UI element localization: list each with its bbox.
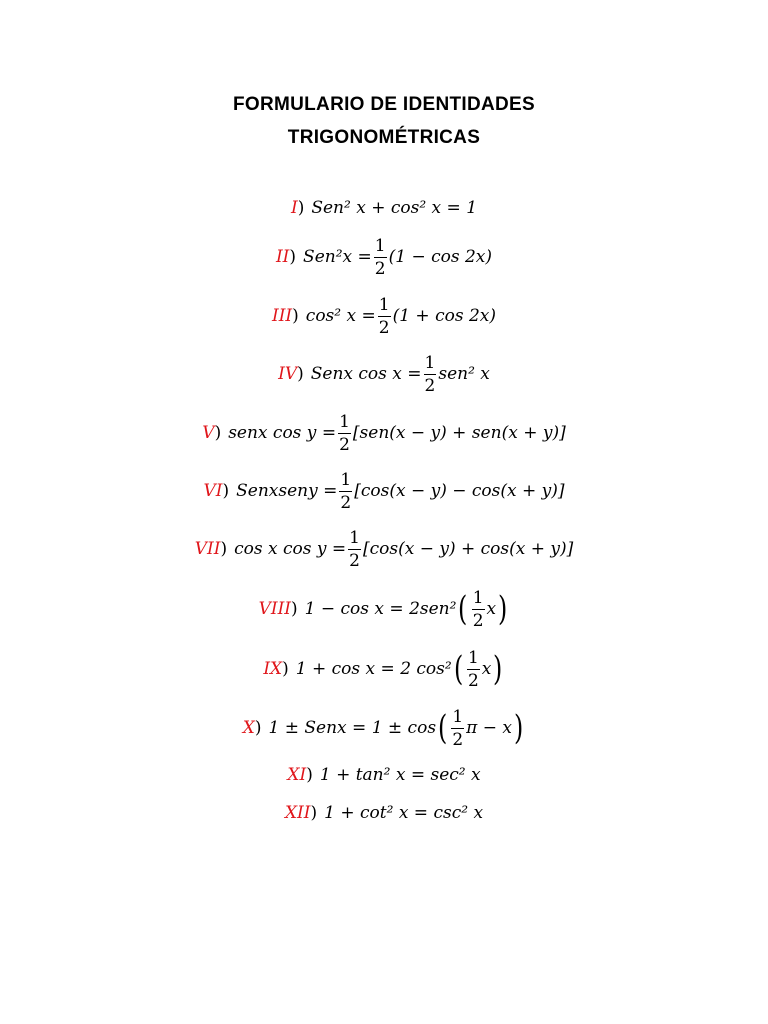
fraction-numerator: 1 [467,647,479,668]
identity-numeral-text: I [290,198,298,218]
fraction [451,706,464,751]
identity-numeral [276,247,296,267]
identity-lhs: Sen²x = [303,247,372,267]
close-paren: ) [513,708,524,748]
identity-numeral-text: XI [287,765,307,785]
identity-formula: Sen² x + cos² x = 1 [311,198,478,218]
fraction-numerator: 1 [349,527,360,548]
title-line-1: FORMULARIO DE IDENTIDADES [233,94,535,115]
title-line-2: TRIGONOMÉTRICAS [287,127,481,148]
fraction-denominator: 2 [424,375,436,396]
identity-row [0,228,768,286]
fraction-denominator: 2 [339,434,350,455]
identity-row [0,404,768,462]
identity-numeral [243,718,262,738]
identity-rhs: π − x [466,718,512,738]
open-paren: ( [453,649,463,689]
identity-rhs: sen² x [438,364,490,384]
fraction [374,235,387,280]
fraction [338,411,351,456]
identity-lhs: senx cos y = [228,423,337,443]
identity-row [0,345,768,403]
identity-numeral-text: V [202,423,215,443]
identity-numeral [263,659,288,679]
identity-numeral-paren: ) [289,247,297,267]
fraction-denominator: 2 [374,258,386,279]
identity-lhs: 1 − cos x = 2sen² [304,599,457,619]
identity-rhs: [sen(x − y) + sen(x + y)] [352,423,566,443]
identity-rhs: x [481,659,492,679]
fraction-denominator: 2 [349,550,360,571]
identity-numeral [287,765,312,785]
identity-numeral-paren: ) [220,539,228,559]
identity-rhs: (1 + cos 2x) [392,306,496,326]
identity-lhs: cos x cos y = [234,539,347,559]
identity-numeral-text: III [272,306,293,326]
identity-formula: 1 + tan² x = sec² x [319,765,481,785]
fraction-denominator: 2 [467,670,479,691]
fraction-denominator: 2 [472,610,484,631]
fraction [348,527,361,572]
identity-numeral [259,599,298,619]
fraction-numerator: 1 [378,294,390,315]
close-paren: ) [498,589,508,629]
fraction [472,587,485,632]
identity-numeral [272,306,299,326]
identity-numeral-paren: ) [254,718,262,738]
fraction-denominator: 2 [378,317,390,338]
fraction [467,647,480,692]
identity-numeral-paren: ) [297,364,304,384]
identity-row [0,640,768,698]
identity-numeral-paren: ) [297,198,305,218]
identity-numeral-paren: ) [306,765,313,785]
identity-numeral-text: IV [278,364,298,384]
identity-rhs: [cos(x − y) − cos(x + y)] [354,481,565,501]
identity-numeral-paren: ) [310,803,318,823]
open-paren: ( [458,589,468,629]
identity-numeral [291,198,304,218]
fraction [378,294,391,339]
fraction-numerator: 1 [452,706,464,727]
identity-numeral-paren: ) [291,599,298,619]
identity-rhs: (1 − cos 2x) [388,247,493,267]
fraction-numerator: 1 [424,352,436,373]
identity-numeral [202,423,221,443]
identity-rhs: [cos(x − y) + cos(x + y)] [362,539,574,559]
fraction-numerator: 1 [340,469,352,490]
identity-lhs: 1 + cos x = 2 cos² [295,659,452,679]
identity-row [0,784,768,842]
fraction-numerator: 1 [472,587,484,608]
identity-numeral-paren: ) [214,423,222,443]
identity-row [0,520,768,578]
identity-numeral [278,364,304,384]
fraction [424,352,437,397]
identity-lhs: 1 ± Senx = 1 ± cos [268,718,437,738]
fraction-numerator: 1 [374,235,386,256]
close-paren: ) [493,649,503,689]
fraction-denominator: 2 [340,492,352,513]
identity-numeral-paren: ) [282,659,289,679]
fraction-numerator: 1 [339,411,350,432]
identity-rhs: x [486,599,497,619]
identity-numeral-text: XII [284,803,311,823]
identity-numeral-text: X [242,718,255,738]
open-paren: ( [438,708,448,748]
identity-numeral-text: VII [194,539,221,559]
fraction-denominator: 2 [452,729,464,750]
identity-row [0,462,768,520]
identity-numeral [204,481,230,501]
identity-lhs: Senx cos x = [310,364,422,384]
fraction [339,469,352,514]
identity-lhs: cos² x = [305,306,376,326]
identity-numeral-text: VIII [258,599,292,619]
identity-numeral-text: IX [263,659,283,679]
identity-numeral-text: II [275,247,290,267]
identity-numeral-paren: ) [292,306,299,326]
identity-numeral [195,539,227,559]
identity-row [0,580,768,638]
identity-numeral-text: VI [203,481,223,501]
identity-numeral [285,803,317,823]
identity-numeral-paren: ) [222,481,230,501]
identity-formula: 1 + cot² x = csc² x [324,803,484,823]
identity-row [0,287,768,345]
identity-lhs: Senxseny = [236,481,338,501]
